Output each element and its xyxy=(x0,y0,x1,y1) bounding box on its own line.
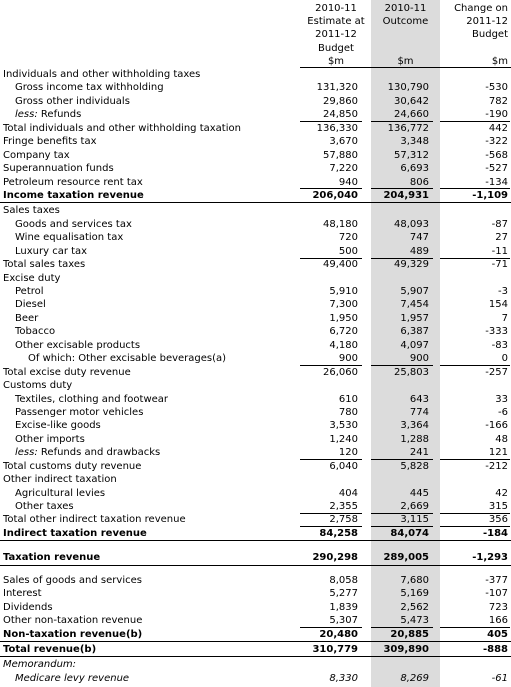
header-line: Estimate at xyxy=(307,16,365,28)
change-value: -83 xyxy=(491,339,508,351)
header-outcome-column xyxy=(371,2,440,68)
outcome-value: 57,312 xyxy=(394,149,429,161)
table-row xyxy=(0,433,511,446)
outcome-value: 5,907 xyxy=(400,286,429,297)
table-row xyxy=(0,672,511,685)
row-label: Taxation revenue xyxy=(3,552,101,564)
estimate-value: 404 xyxy=(338,487,358,499)
outcome-value: 130,790 xyxy=(387,82,429,94)
row-label: Beer xyxy=(15,312,39,324)
outcome-value: 489 xyxy=(409,245,429,257)
change-value: 27 xyxy=(495,232,508,244)
header-line xyxy=(371,42,440,55)
row-label: Total revenue(b) xyxy=(3,643,97,655)
outcome-value: 25,803 xyxy=(394,366,429,378)
row-label: Sales taxes xyxy=(3,205,60,217)
outcome-value: 30,642 xyxy=(394,95,429,107)
change-value: 0 xyxy=(501,353,508,365)
estimate-value: 136,330 xyxy=(316,122,358,134)
header-line: Budget xyxy=(318,42,354,54)
table-row xyxy=(0,393,511,406)
table-row xyxy=(0,312,511,325)
estimate-value: 8,058 xyxy=(329,574,358,586)
table-row xyxy=(0,460,511,473)
total-rule-line xyxy=(0,641,511,642)
estimate-value: 48,180 xyxy=(323,218,358,230)
change-value: 154 xyxy=(488,299,508,311)
total-rule-line xyxy=(0,540,511,541)
row-label: Total other indirect taxation revenue xyxy=(3,514,186,526)
change-value: -377 xyxy=(485,574,508,586)
estimate-value: 610 xyxy=(338,393,358,405)
table-row xyxy=(0,406,511,419)
row-label: Gross income tax withholding xyxy=(15,82,164,94)
header-unit: $m xyxy=(491,55,508,67)
table-row xyxy=(0,366,511,379)
row-label: Excise-like goods xyxy=(15,420,101,432)
outcome-value: 5,828 xyxy=(400,460,429,472)
table-row xyxy=(0,473,511,486)
table-row xyxy=(0,628,511,641)
estimate-value: 1,240 xyxy=(329,433,358,445)
row-label: Superannuation funds xyxy=(3,163,114,175)
row-label: Textiles, clothing and footwear xyxy=(15,393,169,405)
change-value: -322 xyxy=(485,136,508,148)
estimate-value: 720 xyxy=(338,232,358,244)
outcome-value: 2,562 xyxy=(400,601,429,613)
table-row xyxy=(0,245,511,258)
table-row xyxy=(0,285,511,298)
estimate-value: 3,670 xyxy=(329,136,358,148)
row-label: Medicare levy revenue xyxy=(15,672,130,684)
row-label: Wine equalisation tax xyxy=(15,232,124,244)
header-estimate-column xyxy=(300,2,372,68)
table-row xyxy=(0,81,511,94)
table-row xyxy=(0,68,511,81)
change-value: -257 xyxy=(485,366,508,378)
change-value: -6 xyxy=(498,406,508,418)
row-label: Gross other individuals xyxy=(15,95,130,107)
revenue-table xyxy=(0,68,511,685)
change-value: -71 xyxy=(491,259,508,271)
row-label: Excise duty xyxy=(3,272,61,284)
change-value: -1,293 xyxy=(472,552,508,564)
change-value: 42 xyxy=(495,487,508,499)
change-value: 723 xyxy=(488,601,508,613)
change-value: -107 xyxy=(485,588,508,600)
estimate-value: 5,277 xyxy=(329,588,358,600)
table-row xyxy=(0,446,511,459)
row-label: Total individuals and other withholding taxation xyxy=(3,122,241,134)
row-label: Diesel xyxy=(15,299,46,311)
table-row xyxy=(0,379,511,392)
table-row xyxy=(0,527,511,540)
table-row xyxy=(0,218,511,231)
table-row xyxy=(0,122,511,135)
table-row xyxy=(0,258,511,271)
estimate-value: 84,258 xyxy=(319,527,358,539)
outcome-value: 7,454 xyxy=(400,299,429,311)
row-label: Dividends xyxy=(3,601,53,613)
outcome-value: 643 xyxy=(409,393,429,405)
outcome-value: 241 xyxy=(409,447,429,459)
estimate-value: 5,910 xyxy=(329,286,358,297)
header-line: Change on xyxy=(454,3,508,14)
row-label: Other non-taxation revenue xyxy=(3,615,143,627)
change-value: 7 xyxy=(501,312,508,324)
row-label: Memorandum: xyxy=(3,659,77,671)
estimate-value: 780 xyxy=(338,406,358,418)
row-label: Other taxes xyxy=(15,501,74,512)
estimate-value: 26,060 xyxy=(323,366,358,378)
outcome-value: 136,772 xyxy=(387,122,429,134)
change-value: -87 xyxy=(491,218,508,230)
estimate-value: 2,355 xyxy=(329,501,358,512)
header-change-column xyxy=(440,2,511,68)
table-row xyxy=(0,95,511,108)
total-rule-line xyxy=(0,565,511,566)
change-value: -134 xyxy=(485,176,508,188)
change-value: -212 xyxy=(485,460,508,472)
table-row xyxy=(0,643,511,656)
table-row xyxy=(0,204,511,217)
header-line: 2010-11 xyxy=(384,3,427,14)
table-row xyxy=(0,513,511,526)
estimate-value: 29,860 xyxy=(323,95,358,107)
row-label: less: Refunds and drawbacks xyxy=(15,447,161,459)
change-value: 121 xyxy=(488,447,508,459)
change-value: 782 xyxy=(488,95,508,107)
header-unit: $m xyxy=(327,55,345,67)
change-value: 166 xyxy=(488,615,508,627)
row-label: Goods and services tax xyxy=(15,218,132,230)
change-value: 405 xyxy=(487,628,508,640)
row-label: Company tax xyxy=(3,149,70,161)
row-label: Sales of goods and services xyxy=(3,574,142,586)
row-label: less: Refunds xyxy=(15,109,82,121)
table-row xyxy=(0,272,511,285)
row-label: Tobacco xyxy=(15,326,56,338)
estimate-value: 3,530 xyxy=(329,420,358,432)
row-label: Petroleum resource rent tax xyxy=(3,176,143,188)
table-row xyxy=(0,231,511,244)
row-label: Interest xyxy=(3,588,42,600)
estimate-value: 8,330 xyxy=(329,672,358,684)
row-label: Customs duty xyxy=(3,380,73,392)
outcome-value: 747 xyxy=(409,232,429,244)
change-value: -888 xyxy=(482,643,508,655)
row-label: Total customs duty revenue xyxy=(3,460,142,472)
total-rule-line xyxy=(0,656,511,657)
change-value: 356 xyxy=(488,514,508,526)
outcome-value: 24,660 xyxy=(394,109,429,121)
change-value: -190 xyxy=(485,109,508,121)
row-label: Of which: Other excisable beverages(a) xyxy=(28,353,227,365)
estimate-value: 1,839 xyxy=(329,601,358,613)
outcome-value: 8,269 xyxy=(400,672,429,684)
change-value: -11 xyxy=(491,245,508,257)
outcome-value: 84,074 xyxy=(390,527,429,539)
change-value: -1,109 xyxy=(472,189,508,201)
table-row xyxy=(0,189,511,202)
header-line: 2010-11 xyxy=(315,3,357,14)
table-row xyxy=(0,176,511,189)
outcome-value: 3,364 xyxy=(400,420,429,432)
estimate-value: 6,040 xyxy=(329,460,358,472)
row-label: Other excisable products xyxy=(15,339,141,351)
estimate-value: 5,307 xyxy=(329,615,358,627)
estimate-value: 20,480 xyxy=(319,628,358,640)
header-unit: $m xyxy=(397,55,414,67)
row-label: Agricultural levies xyxy=(15,487,106,499)
table-row xyxy=(0,487,511,500)
table-row xyxy=(0,419,511,432)
row-label: Fringe benefits tax xyxy=(3,136,97,148)
change-value: 442 xyxy=(488,122,508,134)
estimate-value: 131,320 xyxy=(316,82,358,94)
table-row xyxy=(0,339,511,352)
estimate-value: 7,300 xyxy=(329,299,358,311)
estimate-value: 206,040 xyxy=(312,189,358,201)
spacer-row xyxy=(0,567,511,574)
row-label: Total sales taxes xyxy=(3,259,86,271)
outcome-value: 2,669 xyxy=(400,501,429,512)
table-header xyxy=(0,0,511,68)
change-value: 48 xyxy=(495,433,508,445)
outcome-value: 20,885 xyxy=(390,628,429,640)
row-label: Indirect taxation revenue xyxy=(3,527,147,539)
change-value: -568 xyxy=(485,149,508,161)
header-line: Outcome xyxy=(382,16,429,28)
header-line: 2011-12 xyxy=(315,29,357,41)
table-row xyxy=(0,298,511,311)
estimate-value: 7,220 xyxy=(329,163,358,175)
outcome-value: 3,348 xyxy=(400,136,429,148)
outcome-value: 3,115 xyxy=(400,514,429,526)
estimate-value: 4,180 xyxy=(329,339,358,351)
table-row xyxy=(0,551,511,564)
estimate-value: 940 xyxy=(338,176,358,188)
estimate-value: 310,779 xyxy=(312,643,358,655)
outcome-value: 6,387 xyxy=(400,326,429,338)
header-line xyxy=(371,28,440,41)
header-line: Budget xyxy=(472,29,508,41)
outcome-value: 49,329 xyxy=(394,259,429,271)
estimate-value: 120 xyxy=(338,447,358,459)
table-row xyxy=(0,352,511,365)
estimate-value: 900 xyxy=(338,353,358,365)
table-row xyxy=(0,325,511,338)
table-row xyxy=(0,574,511,587)
estimate-value: 290,298 xyxy=(312,552,358,564)
estimate-value: 500 xyxy=(338,245,358,257)
table-row xyxy=(0,614,511,627)
outcome-value: 806 xyxy=(409,176,429,188)
table-row xyxy=(0,500,511,513)
row-label: Petrol xyxy=(15,286,44,297)
change-value: -184 xyxy=(482,527,508,539)
outcome-value: 48,093 xyxy=(394,218,429,230)
table-row xyxy=(0,587,511,600)
row-label: Non-taxation revenue(b) xyxy=(3,628,143,640)
outcome-value: 445 xyxy=(409,487,429,499)
table-row xyxy=(0,658,511,671)
outcome-value: 309,890 xyxy=(383,643,429,655)
change-value: 315 xyxy=(488,501,508,512)
table-row xyxy=(0,162,511,175)
outcome-value: 5,169 xyxy=(400,588,429,600)
change-value: -166 xyxy=(485,420,508,432)
header-line xyxy=(440,42,511,55)
outcome-value: 4,097 xyxy=(400,339,429,351)
estimate-value: 49,400 xyxy=(323,259,358,271)
row-label: Individuals and other withholding taxes xyxy=(3,69,201,80)
estimate-value: 57,880 xyxy=(323,149,358,161)
change-value: -61 xyxy=(491,672,508,684)
outcome-value: 5,473 xyxy=(400,615,429,627)
outcome-value: 289,005 xyxy=(383,552,429,564)
estimate-value: 1,950 xyxy=(329,312,358,324)
change-value: -333 xyxy=(485,326,508,338)
spacer-row xyxy=(0,542,511,551)
outcome-value: 6,693 xyxy=(400,163,429,175)
estimate-value: 6,720 xyxy=(329,326,358,338)
change-value: -530 xyxy=(485,82,508,94)
row-label: Other indirect taxation xyxy=(3,474,117,486)
row-label: Luxury car tax xyxy=(15,245,88,257)
header-line: 2011-12 xyxy=(466,16,508,28)
table-row xyxy=(0,149,511,162)
table-row xyxy=(0,601,511,614)
change-value: -527 xyxy=(485,163,508,175)
row-label: Passenger motor vehicles xyxy=(15,406,144,418)
outcome-value: 1,957 xyxy=(400,312,429,324)
table-row xyxy=(0,135,511,148)
change-value: 33 xyxy=(495,393,508,405)
row-label: Income taxation revenue xyxy=(3,189,144,201)
outcome-value: 900 xyxy=(409,353,429,365)
outcome-value: 774 xyxy=(409,406,429,418)
estimate-value: 2,758 xyxy=(329,514,358,526)
outcome-value: 7,680 xyxy=(400,574,429,586)
outcome-value: 1,288 xyxy=(400,433,429,445)
table-row xyxy=(0,108,511,121)
outcome-value: 204,931 xyxy=(383,189,429,201)
estimate-value: 24,850 xyxy=(323,109,358,121)
total-rule-line xyxy=(0,202,511,203)
row-label: Other imports xyxy=(15,433,85,445)
row-label: Total excise duty revenue xyxy=(3,366,131,378)
change-value: -3 xyxy=(498,286,508,297)
